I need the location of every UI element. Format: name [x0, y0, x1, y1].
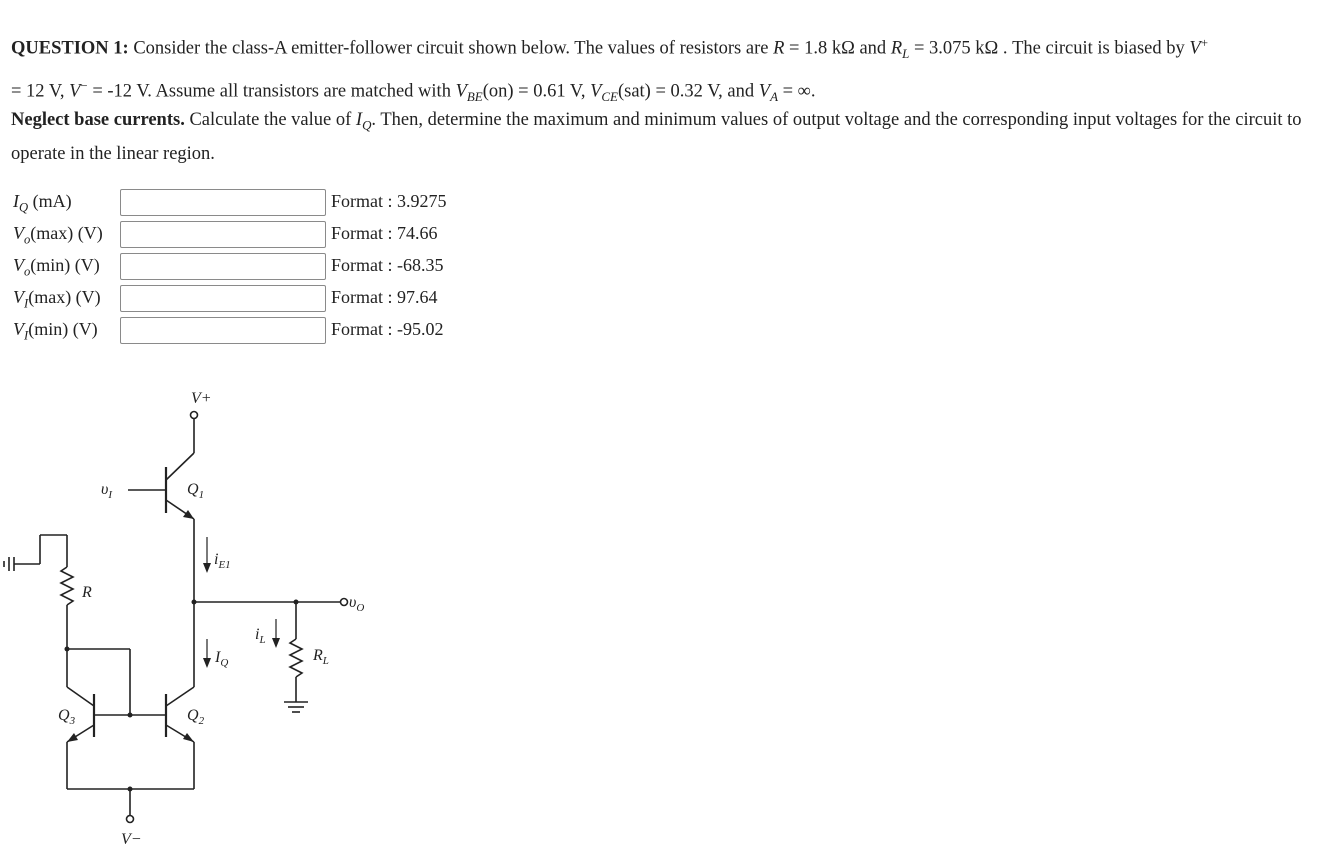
format-hint: Format : -68.35	[331, 255, 444, 275]
il-label: $i_L$	[255, 626, 266, 646]
question-instructions: Neglect base currents. Calculate the value of $I_Q$. Then, determine the maximum and minimum values of output voltage and the corresponding input voltages for the circuit to operate in the linear region.	[11, 110, 1302, 164]
question-intro: QUESTION 1: Consider the class-A emitter-follower circuit shown below. The values of resistors are R = 1.8 kΩ and $R_L = 3.075$ kΩ . The circuit is biased by V+ = 12 V, V− = -12 V. Assume all transistors are matched with $V_{BE}(on) = 0.61$ V, $V_{CE}(sat) = 0.32$ V, and $V_A$ = ∞.	[11, 35, 1208, 104]
answer-label: $V_I(\max)$ (V)	[13, 287, 101, 311]
answer-label: $V_I(\min)$ (V)	[13, 319, 98, 343]
q1-label: $Q_1$	[187, 481, 205, 501]
vo-terminal	[341, 599, 348, 606]
vi-label: $\upsilon_I$	[101, 481, 113, 501]
vminus-label: V−	[121, 831, 142, 848]
format-hint: Format : 97.64	[331, 287, 438, 307]
answer-label: $V_o(\max)$ (V)	[13, 223, 103, 247]
format-hint: Format : 74.66	[331, 223, 438, 243]
vo-label: $\upsilon_O$	[349, 594, 365, 614]
ground-symbol	[284, 702, 308, 712]
vo-max-input[interactable]	[120, 221, 326, 248]
vminus-terminal	[127, 816, 134, 823]
vplus-label: V+	[191, 390, 212, 407]
iq-label: $I_Q$	[215, 649, 229, 669]
resistor-r	[61, 567, 73, 605]
load-resistor	[290, 639, 302, 677]
answer-label: $V_o(\min)$ (V)	[13, 255, 100, 279]
vplus-terminal	[191, 412, 198, 419]
neglect-note: Neglect base currents.	[11, 110, 185, 130]
vi-max-input[interactable]	[120, 285, 326, 312]
circuit-diagram	[0, 377, 420, 857]
iq-input[interactable]	[120, 189, 326, 216]
question-heading: QUESTION 1:	[11, 38, 129, 59]
vo-min-input[interactable]	[120, 253, 326, 280]
format-hint: Format : -95.02	[331, 319, 444, 339]
ground-symbol	[4, 557, 14, 571]
rl-label: $R_L$	[313, 647, 329, 667]
answer-label: $I_Q$ (mA)	[13, 191, 72, 215]
ie1-label: $i_{E1}$	[214, 551, 231, 571]
format-hint: Format : 3.9275	[331, 191, 447, 211]
q2-label: $Q_2$	[187, 707, 205, 727]
vi-min-input[interactable]	[120, 317, 326, 344]
r-label: R	[82, 584, 92, 601]
q3-label: $Q_3$	[58, 707, 76, 727]
